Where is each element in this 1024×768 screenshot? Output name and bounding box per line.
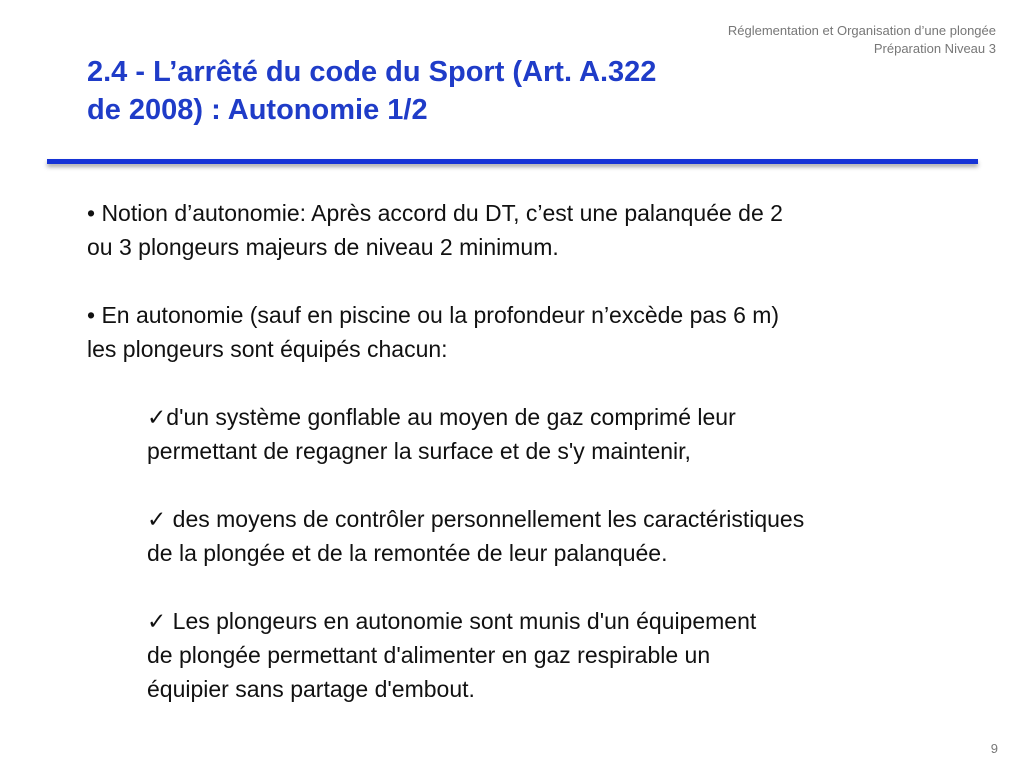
bullet-line: les plongeurs sont équipés chacun: — [87, 336, 448, 362]
checklist-item-air-sharing — [147, 604, 967, 706]
slide-title-line-2: de 2008) : Autonomie 1/2 — [87, 94, 428, 126]
checklist-item-buoyancy — [147, 400, 967, 468]
checklist-line: ✓d'un système gonflable au moyen de gaz comprimé leur — [147, 404, 736, 430]
title-divider — [47, 159, 978, 164]
slide-title-line-1: 2.4 - L’arrêté du code du Sport (Art. A.322 — [87, 56, 657, 88]
checklist-item-monitoring — [147, 502, 967, 570]
header-course-title: Réglementation et Organisation d’une plongée — [727, 23, 996, 38]
bullet-equipment-intro — [87, 298, 967, 366]
checklist-line: ✓ Les plongeurs en autonomie sont munis d'un équipement — [147, 608, 757, 634]
bullet-line: • Notion d’autonomie: Après accord du DT, c’est une palanquée de 2 — [87, 200, 783, 226]
header-level: Préparation Niveau 3 — [873, 41, 996, 56]
checklist-line: permettant de regagner la surface et de s'y maintenir, — [147, 438, 691, 464]
checklist-line: équipier sans partage d'embout. — [147, 676, 475, 702]
checklist-line: ✓ des moyens de contrôler personnellement les caractéristiques — [147, 506, 805, 532]
slide-title — [87, 53, 847, 129]
page-number: 9 — [990, 741, 998, 756]
checklist-line: de la plongée et de la remontée de leur palanquée. — [147, 540, 668, 566]
equipment-checklist — [87, 400, 967, 706]
bullet-line: • En autonomie (sauf en piscine ou la profondeur n’excède pas 6 m) — [87, 302, 780, 328]
bullet-line: ou 3 plongeurs majeurs de niveau 2 minimum. — [87, 234, 559, 260]
bullet-autonomy-definition — [87, 196, 967, 264]
slide-body — [87, 196, 967, 706]
checklist-line: de plongée permettant d'alimenter en gaz respirable un — [147, 642, 711, 668]
